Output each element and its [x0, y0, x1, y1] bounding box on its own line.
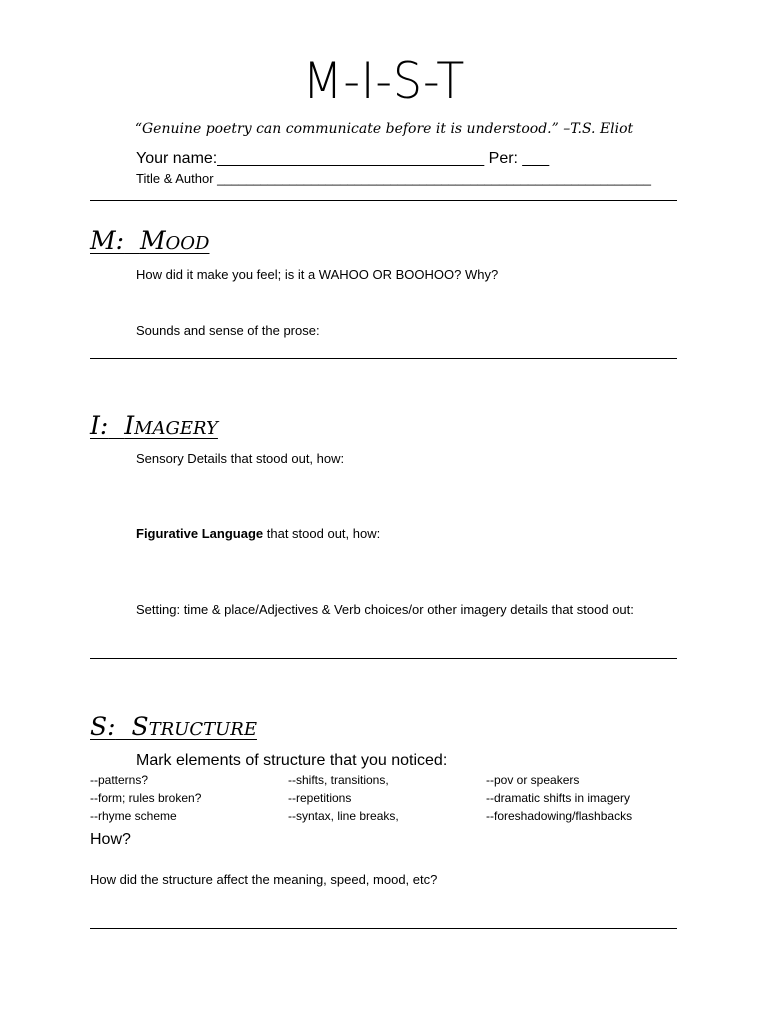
structure-item-patterns: --patterns? [90, 773, 149, 787]
structure-letter: S: [90, 712, 116, 741]
structure-item-repetitions: --repetitions [288, 791, 352, 805]
structure-item-rhyme: --rhyme scheme [90, 809, 177, 823]
structure-item-pov: --pov or speakers [486, 773, 580, 787]
structure-word: Structure [131, 712, 257, 741]
mood-word: Mood [139, 226, 210, 255]
structure-divider [90, 928, 677, 929]
eliot-quote: “Genuine poetry can communicate before it is understood.” –T.S. Eliot [134, 121, 634, 137]
mood-letter: M: [90, 226, 125, 255]
name-period-line[interactable]: Your name:______________________________ Per: ___ [136, 150, 550, 167]
imagery-question-sensory: Sensory Details that stood out, how: [136, 451, 345, 466]
structure-item-syntax: --syntax, line breaks, [288, 809, 399, 823]
title-author-line[interactable]: Title & Author ____________________________________________________________ [136, 171, 651, 186]
figurative-language-label: Figurative Language [136, 526, 264, 541]
structure-item-shifts: --shifts, transitions, [288, 773, 389, 787]
mood-question-sounds: Sounds and sense of the prose: [136, 323, 320, 338]
structure-intro: Mark elements of structure that you noticed: [136, 752, 448, 769]
imagery-word: Imagery [124, 411, 218, 440]
imagery-question-setting: Setting: time & place/Adjectives & Verb choices/or other imagery details that stood out: [136, 602, 634, 617]
imagery-divider [90, 658, 677, 659]
structure-item-foreshadowing: --foreshadowing/flashbacks [486, 809, 633, 823]
structure-heading [90, 712, 257, 741]
mood-question-feel: How did it make you feel; is it a WAHOO OR BOOHOO? Why? [136, 267, 499, 282]
structure-item-form: --form; rules broken? [90, 791, 202, 805]
mood-heading [90, 226, 209, 255]
imagery-letter: I: [90, 411, 109, 440]
figurative-language-rest: that stood out, how: [263, 526, 381, 541]
structure-how: How? [90, 831, 131, 848]
structure-question-affect: How did the structure affect the meaning, speed, mood, etc? [90, 872, 438, 887]
imagery-question-figurative [136, 526, 380, 541]
header-divider [90, 200, 677, 201]
imagery-heading [90, 411, 218, 440]
mood-divider [90, 358, 677, 359]
structure-item-dramatic-shifts: --dramatic shifts in imagery [486, 791, 631, 805]
worksheet-title: M-I-S-T [302, 52, 466, 110]
